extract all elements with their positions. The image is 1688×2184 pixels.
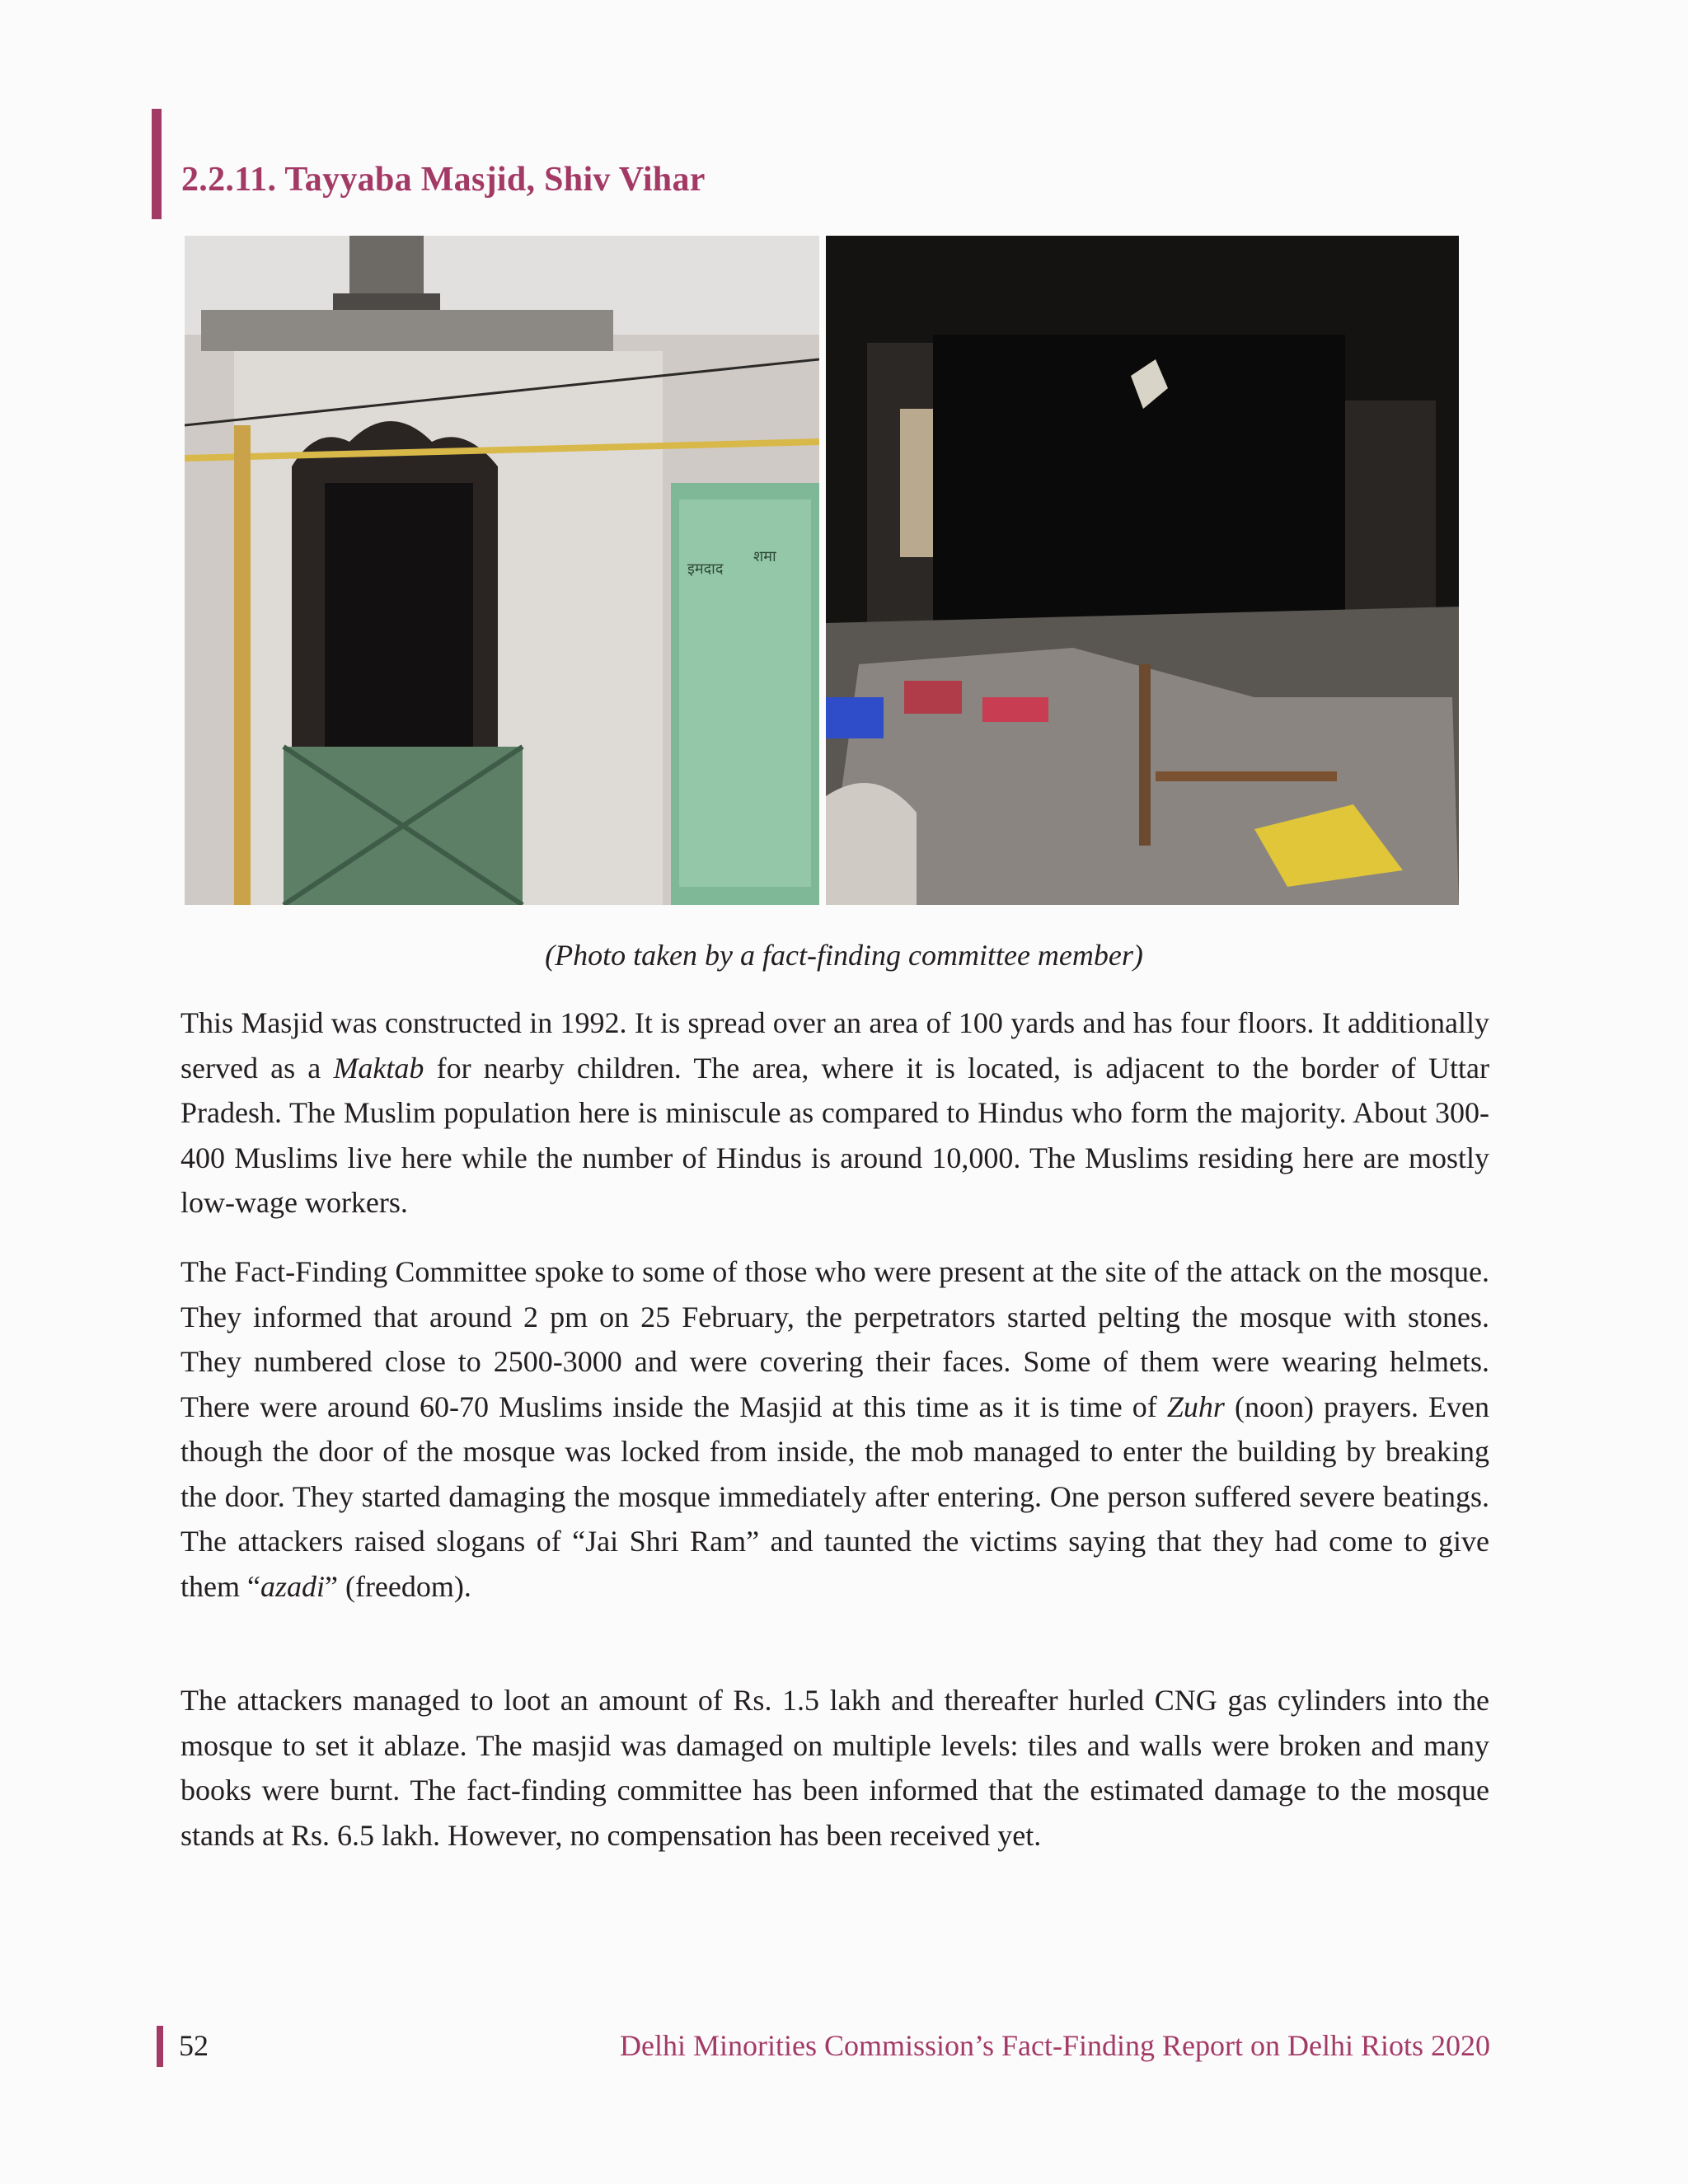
paragraph-2-text-c: ” (freedom). — [324, 1569, 471, 1603]
paragraph-2-text-a: The Fact-Finding Committee spoke to some of those who were present at the site of the attack on the mosque. They informed that around 2 pm on 25 February, the perpetrators started pelting the mosque with stones. They numbered close to 2500-3000 and were covering their faces. Some of them were wearing helmets. There were around 60-70 Muslims inside the Masjid at this time as it is time of — [181, 1255, 1489, 1423]
photo-caption: (Photo taken by a fact-finding committee member) — [545, 939, 1143, 972]
door-text-1: इमदाद — [687, 560, 724, 578]
body-paragraph-2 — [181, 1249, 1489, 1609]
paragraph-3-text: The attackers managed to loot an amount of Rs. 1.5 lakh and thereafter hurled CNG gas cylinders into the mosque to set it ablaze. The masjid was damaged on multiple levels: tiles and walls were broken and many books were burnt. The fact-finding committee has been informed that the estimated damage to the mosque stands at Rs. 6.5 lakh. However, no compensation has been received yet. — [181, 1684, 1489, 1852]
paragraph-1-text-b: for nearby children. The area, where it is located, is adjacent to the border of Uttar Pradesh. The Muslim population here is miniscule as compared to Hindus who form the majority. About 300-400 Muslims live here while the number of Hindus is around 10,000. The Muslims residing here are mostly low-wage workers. — [181, 1051, 1489, 1219]
section-heading — [152, 109, 1553, 219]
photo-mosque-interior — [826, 236, 1459, 905]
footer-accent-bar — [157, 2026, 163, 2067]
footer-report-title: Delhi Minorities Commission’s Fact-Finding Report on Delhi Riots 2020 — [619, 2029, 1490, 2062]
photo-mosque-interior-graphic — [826, 236, 1459, 905]
paragraph-1-text-a: This Masjid was constructed in 1992. It is spread over an area of 100 yards and has four floors. It additionally served as a — [181, 1006, 1489, 1085]
term-azadi: azadi — [260, 1569, 325, 1603]
photo-row — [185, 236, 1459, 905]
heading-accent-bar — [152, 109, 162, 219]
body-paragraph-3 — [181, 1678, 1489, 1858]
page-number: 52 — [179, 2029, 209, 2062]
paragraph-2-text-b: (noon) prayers. Even though the door of the mosque was locked from inside, the mob managed to enter the building by breaking the door. They started damaging the mosque immediately after entering. One person suffered severe beatings. The attackers raised slogans of “Jai Shri Ram” and taunted the victims saying that they had come to give them “ — [181, 1390, 1489, 1603]
door-text-2: शमा — [753, 548, 776, 565]
body-paragraph-1 — [181, 1001, 1489, 1226]
term-maktab: Maktab — [333, 1051, 424, 1085]
photo-mosque-exterior — [185, 236, 819, 905]
section-title: 2.2.11. Tayyaba Masjid, Shiv Vihar — [181, 161, 706, 199]
photo-mosque-exterior-graphic — [185, 236, 819, 905]
term-zuhr: Zuhr — [1166, 1390, 1225, 1423]
